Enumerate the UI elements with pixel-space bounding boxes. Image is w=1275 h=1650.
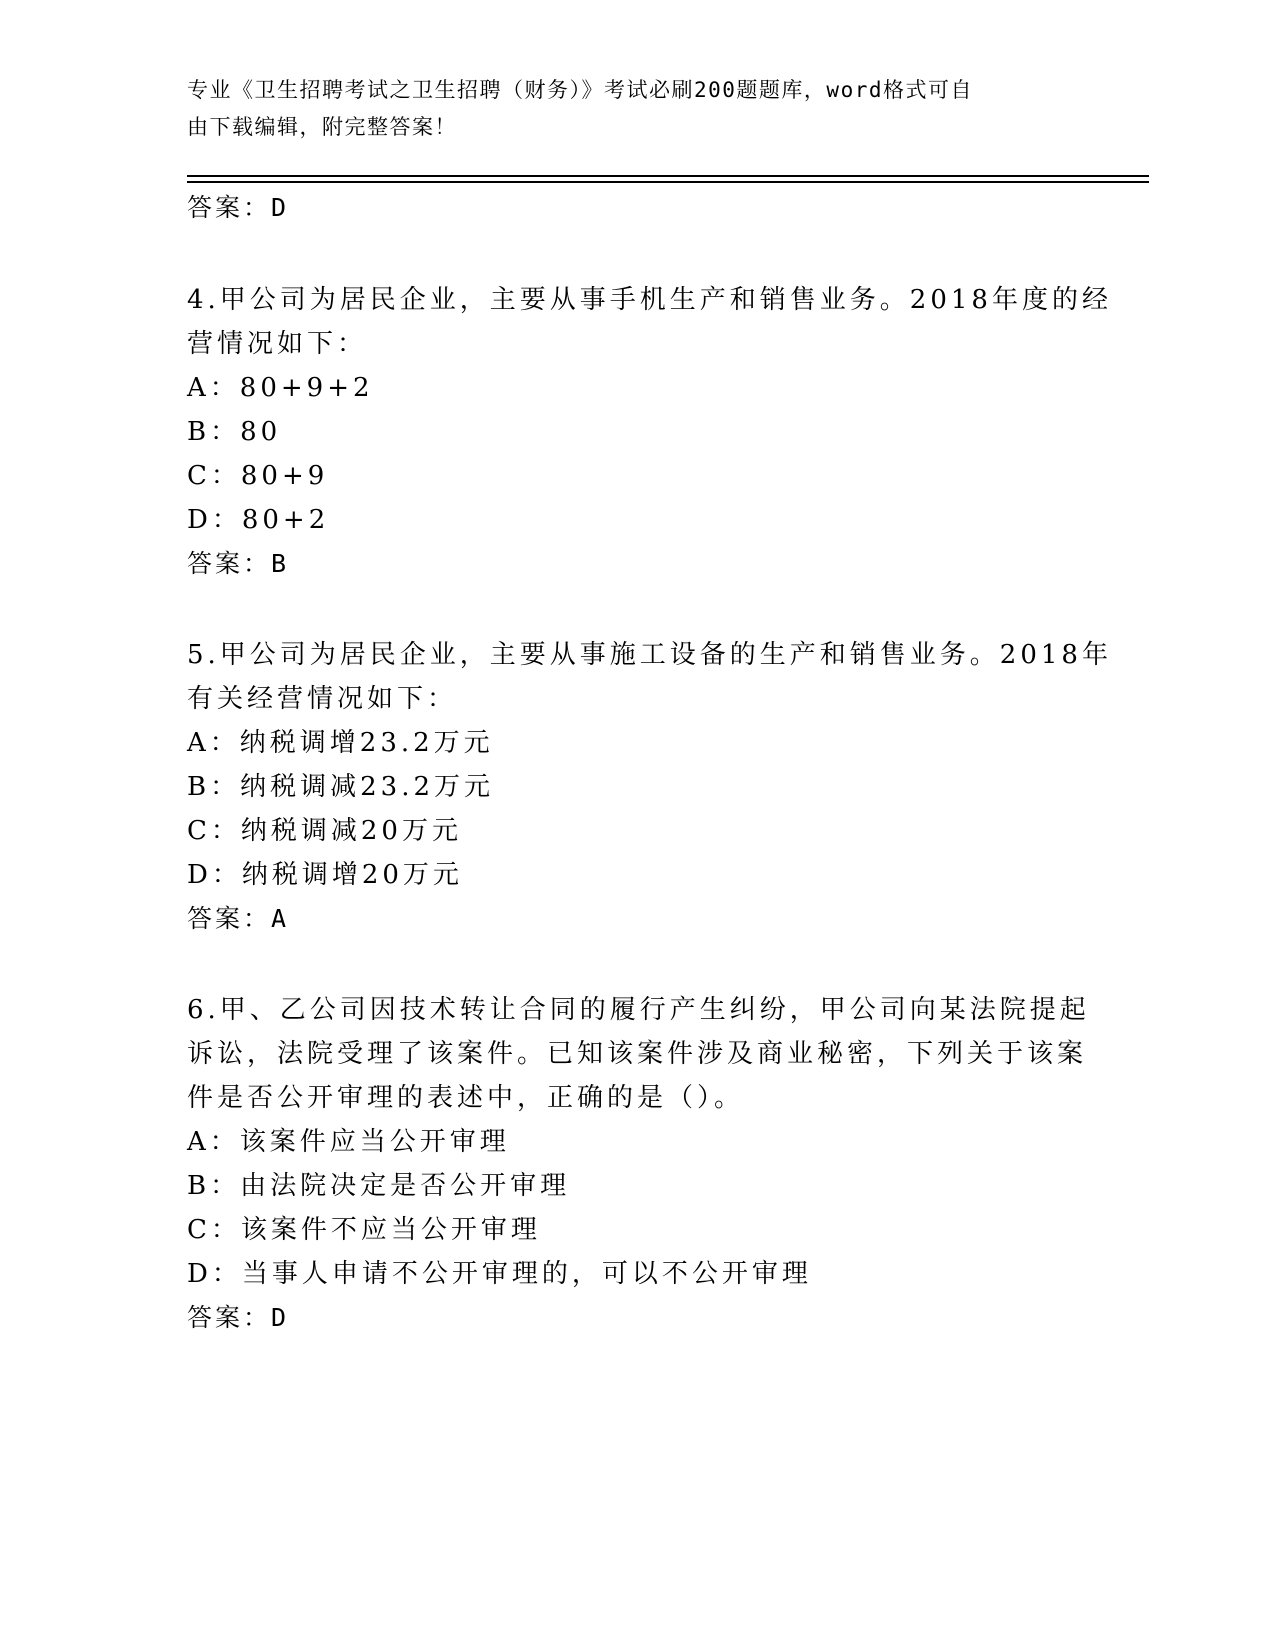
question-5-option-a: A：纳税调增23.2万元 bbox=[187, 728, 494, 758]
question-5-answer: 答案：A bbox=[187, 904, 290, 933]
question-6-answer: 答案：D bbox=[187, 1303, 290, 1332]
header-divider-bottom bbox=[187, 181, 1149, 183]
question-6-option-a: A：该案件应当公开审理 bbox=[187, 1127, 510, 1157]
question-5-option-c: C：纳税调减20万元 bbox=[187, 816, 462, 846]
question-6-option-c: C：该案件不应当公开审理 bbox=[187, 1215, 541, 1245]
question-5-option-d: D：纳税调增20万元 bbox=[187, 860, 463, 890]
question-6-option-d: D：当事人申请不公开审理的，可以不公开审理 bbox=[187, 1259, 812, 1289]
question-6-option-b: B：由法院决定是否公开审理 bbox=[187, 1171, 571, 1201]
question-5-stem-line-1: 5.甲公司为居民企业，主要从事施工设备的生产和销售业务。2018年 bbox=[187, 640, 1112, 670]
question-5-stem-line-2: 有关经营情况如下： bbox=[187, 684, 458, 714]
question-4-option-a: A：80+9+2 bbox=[187, 373, 374, 403]
document-header bbox=[187, 72, 1067, 146]
question-4-option-d: D：80+2 bbox=[187, 505, 330, 535]
question-6-stem-line-2: 诉讼，法院受理了该案件。已知该案件涉及商业秘密，下列关于该案 bbox=[187, 1039, 1088, 1069]
header-line-2: 由下载编辑，附完整答案！ bbox=[187, 115, 457, 139]
header-line-1: 专业《卫生招聘考试之卫生招聘（财务）》考试必刷200题题库，word格式可自 bbox=[187, 78, 973, 102]
question-4-option-c: C：80+9 bbox=[187, 461, 329, 491]
question-4-stem-line-1: 4.甲公司为居民企业，主要从事手机生产和销售业务。2018年度的经 bbox=[187, 285, 1112, 315]
answer-previous: 答案：D bbox=[187, 193, 290, 222]
question-6-stem-line-1: 6.甲、乙公司因技术转让合同的履行产生纠纷，甲公司向某法院提起 bbox=[187, 995, 1090, 1025]
question-4-option-b: B：80 bbox=[187, 417, 282, 447]
question-4-answer: 答案：B bbox=[187, 549, 290, 578]
question-6-stem-line-3: 件是否公开审理的表述中，正确的是（）。 bbox=[187, 1083, 745, 1113]
header-divider-top bbox=[187, 175, 1149, 177]
question-5-option-b: B：纳税调减23.2万元 bbox=[187, 772, 494, 802]
question-4-stem-line-2: 营情况如下： bbox=[187, 329, 368, 359]
